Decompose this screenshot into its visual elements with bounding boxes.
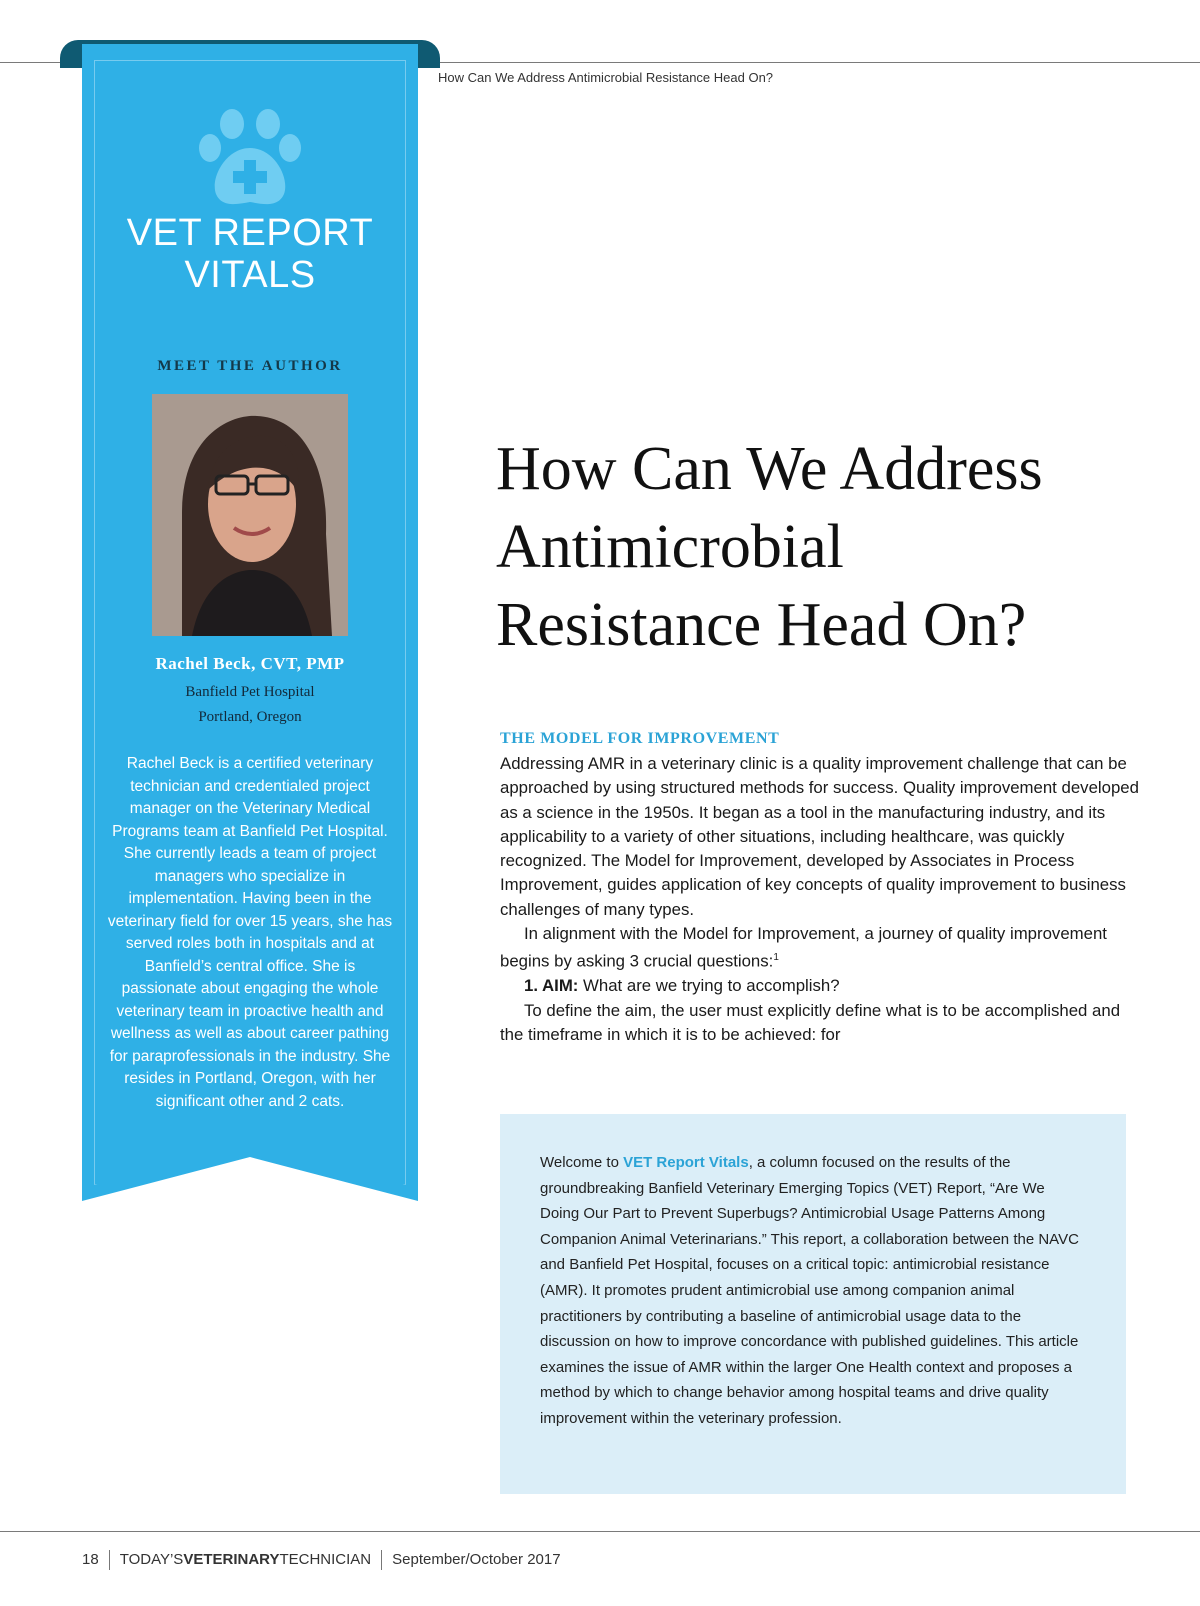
callout-brand: VET Report Vitals	[623, 1154, 749, 1171]
aim-question	[500, 974, 1140, 998]
paragraph-1: Addressing AMR in a veterinary clinic is a quality improvement challenge that can be approached by using structured methods for success. Quality improvement developed as a science in the 1950s. It began as a tool in the manufacturing industry, and its applicability to a variety of other situations, including healthcare, was quickly recognized. The Model for Improvement, developed by Associates in Process Improvement, guides application of key concepts of quality improvement to business challenges of many types.	[500, 754, 1139, 919]
reference-marker: 1	[773, 952, 779, 964]
headline-line1: How Can We Address	[496, 435, 1043, 503]
publication-prefix: TODAY’S	[119, 1550, 184, 1568]
paw-cross-icon	[196, 108, 304, 208]
running-head: How Can We Address Antimicrobial Resistance Head On?	[438, 70, 774, 85]
page-number: 18	[82, 1550, 99, 1568]
footer-divider	[109, 1550, 110, 1570]
page-footer	[82, 1550, 561, 1570]
headline-line2: Antimicrobial	[496, 513, 844, 581]
author-organization: Banfield Pet Hospital	[185, 684, 315, 700]
author-location: Portland, Oregon	[198, 709, 302, 725]
series-title-line1: VET REPORT	[126, 212, 374, 254]
headline-line3: Resistance Head On?	[496, 591, 1027, 659]
paragraph-3: To define the aim, the user must explicitly define what is to be accomplished and the timeframe in which it is to be achieved: for	[500, 1000, 1121, 1044]
article-body	[500, 752, 1140, 1047]
footer-divider	[381, 1550, 382, 1570]
article-headline	[496, 430, 1186, 664]
callout-intro: Welcome to	[540, 1154, 624, 1171]
publication-bold: VETERINARY	[183, 1550, 280, 1568]
callout-body: , a column focused on the results of the groundbreaking Banfield Veterinary Emerging Topics (VET) Report, “Are We Doing Our Part to Prevent Superbugs? Antimicrobial Usage Patterns Among Companion Animal Veterinarians.” This report, a collaboration between the NAVC and Banfield Pet Hospital, focuses on a critical topic: antimicrobial resistance (AMR). It promotes prudent antimicrobial use among companion animal practitioners by contributing a baseline of antimicrobial usage data to the discussion on how to improve concordance with published guidelines. This article examines the issue of AMR within the larger One Health context and proposes a method by which to change behavior among hospital teams and drive quality improvement within the veterinary profession.	[540, 1154, 1079, 1427]
series-title-line2: VITALS	[184, 254, 316, 296]
section-heading: THE MODEL FOR IMPROVEMENT	[500, 730, 780, 747]
author-photo	[152, 394, 348, 636]
intro-callout-text	[540, 1150, 1088, 1432]
aim-label: 1. AIM:	[524, 976, 579, 996]
author-bio: Rachel Beck is a certified veterinary technician and credentialed project manager on the Veterinary Medical Programs team at Banfield Pet Hospital. She currently leads a team of project managers who specialize in implementation. Having been in the veterinary field for over 15 years, she has served roles both in hospitals and at Banfield’s central office. She is passionate about engaging the whole veterinary team in proactive health and wellness as well as about career pathing for paraprofessionals in the industry. She resides in Portland, Oregon, with her significant other and 2 cats.	[107, 755, 393, 1110]
bottom-rule	[0, 1531, 1200, 1532]
paragraph-2	[500, 922, 1140, 974]
aim-text: What are we trying to accomplish?	[578, 976, 840, 996]
publication-suffix: TECHNICIAN	[279, 1550, 372, 1568]
meet-the-author-label: MEET THE AUTHOR	[157, 358, 343, 374]
issue-date: September/October 2017	[392, 1550, 561, 1568]
series-title	[82, 212, 418, 296]
paragraph-2-text: In alignment with the Model for Improvement, a journey of quality improvement begins by asking 3 crucial questions:	[500, 924, 1107, 971]
author-name: Rachel Beck, CVT, PMP	[155, 654, 345, 673]
